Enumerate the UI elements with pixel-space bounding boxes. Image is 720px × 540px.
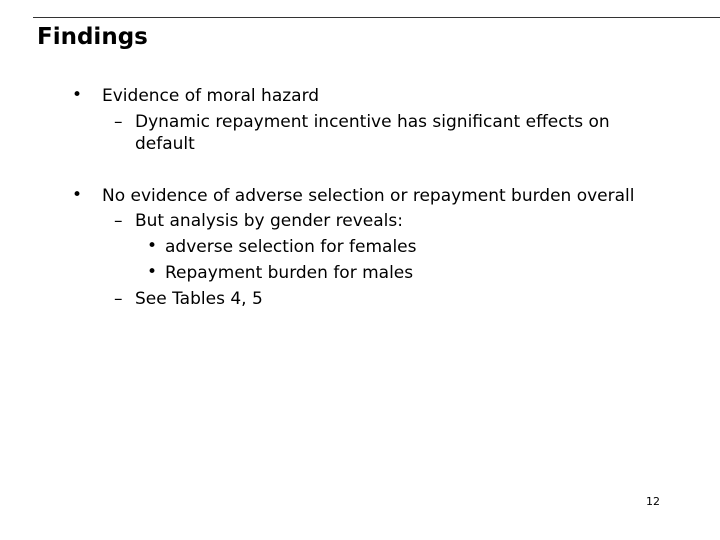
dash-marker: –: [114, 211, 123, 231]
slide-title: Findings: [37, 24, 148, 50]
bullet-marker: •: [72, 85, 83, 105]
sub-bullet-dynamic-incentive-cont: default: [135, 134, 195, 154]
dash-marker: –: [114, 112, 123, 132]
bullet-no-adverse-selection: No evidence of adverse selection or repayment burden overall: [102, 186, 635, 206]
bullet-marker: •: [72, 185, 83, 205]
bullet-moral-hazard: Evidence of moral hazard: [102, 86, 320, 106]
sub-bullet-gender-analysis: But analysis by gender reveals:: [135, 211, 403, 231]
sub-bullet-see-tables: See Tables 4, 5: [135, 289, 263, 309]
page-number: 12: [646, 495, 660, 508]
title-divider: [33, 17, 720, 18]
dash-marker: –: [114, 289, 123, 309]
sub-bullet-dynamic-incentive: Dynamic repayment incentive has significant effects on: [135, 112, 610, 132]
sub-sub-bullet-males: Repayment burden for males: [165, 263, 414, 283]
sub-sub-bullet-females: adverse selection for females: [165, 237, 417, 257]
bullet-marker: •: [147, 262, 158, 282]
bullet-marker: •: [147, 236, 158, 256]
